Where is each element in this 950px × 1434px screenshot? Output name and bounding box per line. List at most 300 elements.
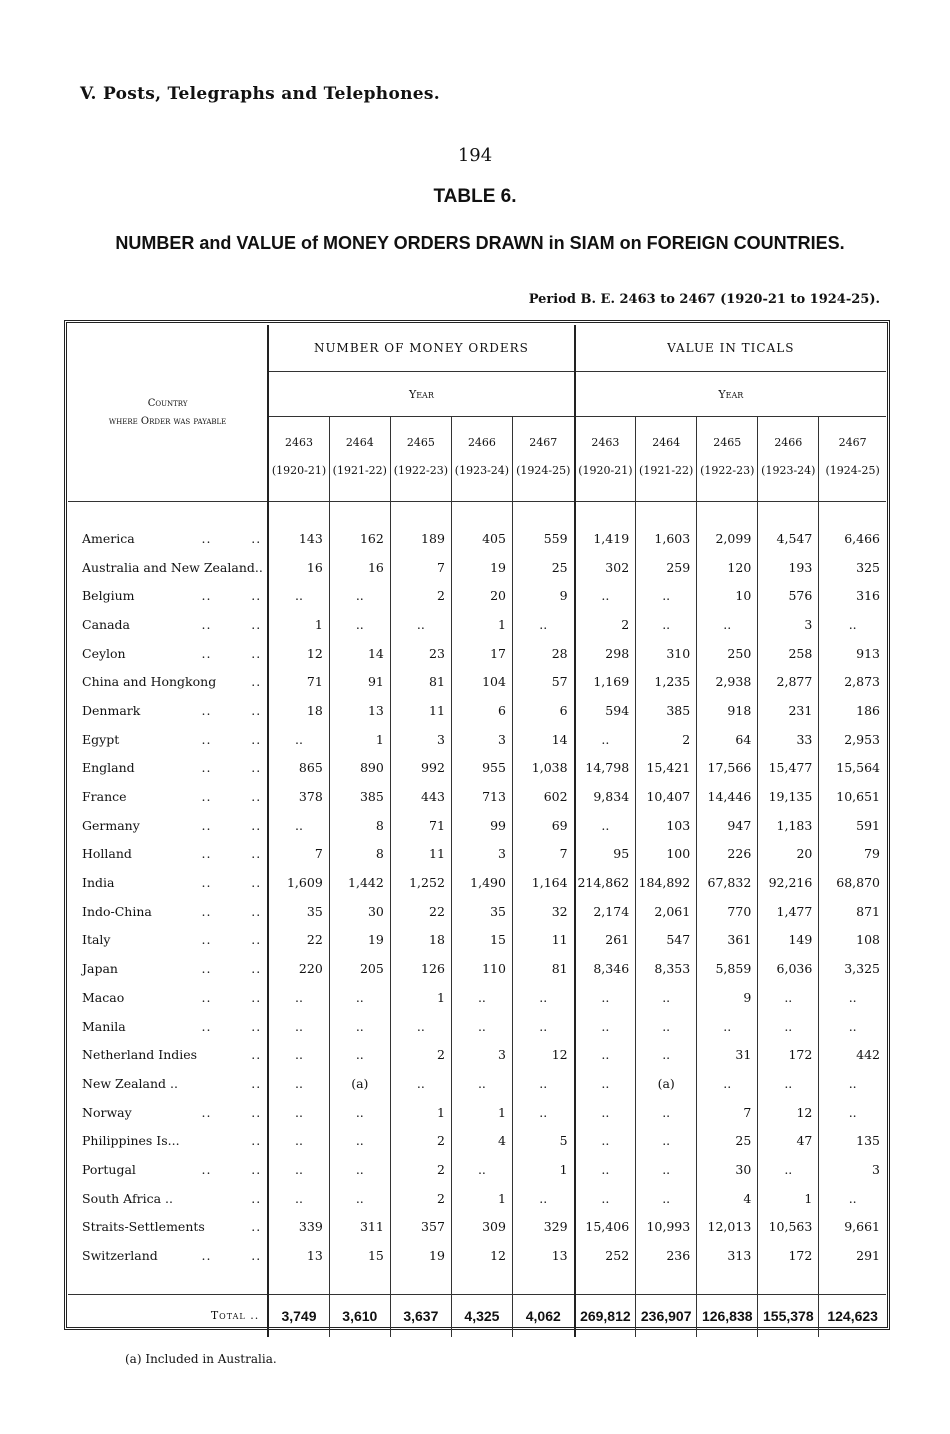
- number-year-column-header: [268, 417, 329, 502]
- number-cell: 309: [451, 1213, 512, 1242]
- number-cell: 2: [390, 1126, 451, 1155]
- number-cell: ..: [512, 1012, 574, 1041]
- leader-dots: .. ..: [201, 702, 262, 718]
- year-ad: (1923-24): [761, 464, 816, 477]
- value-cell: 361: [697, 926, 758, 955]
- country-name: [68, 524, 268, 553]
- total-row: [68, 1294, 886, 1337]
- number-cell: 378: [268, 782, 329, 811]
- total-number-cell: 4,325: [451, 1294, 512, 1337]
- number-year-column-header: [329, 417, 390, 502]
- year-ad: (1921-22): [639, 464, 694, 477]
- period-note: Period B. E. 2463 to 2467 (1920-21 to 1924-25).: [528, 292, 880, 307]
- leader-dots: .. ..: [201, 875, 262, 891]
- value-cell: 2: [575, 610, 636, 639]
- spacer-cell: [329, 1270, 390, 1295]
- total-value-cell: 269,812: [575, 1294, 636, 1337]
- table-row: [68, 1012, 886, 1041]
- value-cell: 594: [575, 696, 636, 725]
- value-cell: 47: [758, 1126, 819, 1155]
- value-cell: 385: [636, 696, 697, 725]
- table-row: [68, 1040, 886, 1069]
- country-name: [68, 1012, 268, 1041]
- year-ad: (1920-21): [578, 464, 633, 477]
- number-cell: ..: [329, 610, 390, 639]
- number-cell: ..: [329, 1155, 390, 1184]
- number-cell: 23: [390, 639, 451, 668]
- value-cell: 8,353: [636, 954, 697, 983]
- number-cell: 385: [329, 782, 390, 811]
- number-cell: 6: [451, 696, 512, 725]
- number-cell: ..: [512, 983, 574, 1012]
- table-row: [68, 581, 886, 610]
- number-cell: 69: [512, 811, 574, 840]
- value-cell: 2,938: [697, 667, 758, 696]
- number-cell: 205: [329, 954, 390, 983]
- number-cell: ..: [268, 1184, 329, 1213]
- country-name: [68, 1069, 268, 1098]
- value-cell: 20: [758, 840, 819, 869]
- value-cell: 302: [575, 553, 636, 582]
- number-cell: 30: [329, 897, 390, 926]
- value-cell: 25: [697, 1126, 758, 1155]
- number-cell: ..: [512, 1098, 574, 1127]
- number-cell: ..: [268, 1126, 329, 1155]
- spacer-cell: [636, 1270, 697, 1295]
- value-cell: ..: [636, 1155, 697, 1184]
- number-cell: 1: [451, 1184, 512, 1213]
- value-cell: 261: [575, 926, 636, 955]
- year-be: 2463: [285, 436, 313, 449]
- value-cell: ..: [575, 1098, 636, 1127]
- number-cell: 13: [268, 1241, 329, 1270]
- number-cell: 8: [329, 811, 390, 840]
- country-name: [68, 897, 268, 926]
- value-cell: 10,563: [758, 1213, 819, 1242]
- value-cell: ..: [636, 581, 697, 610]
- spacer-cell: [819, 502, 886, 525]
- number-cell: 57: [512, 667, 574, 696]
- number-cell: 3: [451, 840, 512, 869]
- number-cell: ..: [451, 983, 512, 1012]
- country-name: [68, 1155, 268, 1184]
- value-group-header: VALUE IN TICALS: [575, 325, 886, 372]
- country-label: Switzerland: [82, 1248, 158, 1264]
- value-cell: 231: [758, 696, 819, 725]
- value-cell: ..: [819, 1098, 886, 1127]
- value-cell: ..: [758, 1012, 819, 1041]
- spacer-cell: [268, 502, 329, 525]
- table-row: [68, 1155, 886, 1184]
- country-label: Egypt: [82, 731, 120, 747]
- year-ad: (1920-21): [271, 464, 327, 477]
- value-cell: ..: [575, 1012, 636, 1041]
- value-cell: ..: [575, 581, 636, 610]
- value-cell: ..: [819, 1069, 886, 1098]
- value-cell: 120: [697, 553, 758, 582]
- value-cell: 193: [758, 553, 819, 582]
- total-number-cell: 3,637: [390, 1294, 451, 1337]
- country-label: America: [82, 530, 135, 546]
- number-cell: 1: [451, 1098, 512, 1127]
- value-cell: 576: [758, 581, 819, 610]
- number-cell: 1,442: [329, 868, 390, 897]
- country-name: [68, 782, 268, 811]
- number-cell: 9: [512, 581, 574, 610]
- year-ad: (1924-25): [825, 464, 880, 477]
- number-cell: ..: [329, 581, 390, 610]
- value-cell: 172: [758, 1241, 819, 1270]
- value-cell: 947: [697, 811, 758, 840]
- number-cell: 11: [390, 840, 451, 869]
- number-cell: 18: [390, 926, 451, 955]
- country-name: [68, 868, 268, 897]
- country-name: [68, 811, 268, 840]
- leader-dots: .. ..: [201, 961, 262, 977]
- value-cell: 310: [636, 639, 697, 668]
- value-cell: ..: [819, 1184, 886, 1213]
- table-row: [68, 667, 886, 696]
- value-cell: 10,993: [636, 1213, 697, 1242]
- value-cell: 12: [758, 1098, 819, 1127]
- table-row: [68, 1126, 886, 1155]
- spacer-cell: [697, 1270, 758, 1295]
- number-cell: 357: [390, 1213, 451, 1242]
- value-cell: 591: [819, 811, 886, 840]
- number-cell: ..: [329, 1012, 390, 1041]
- spacer-cell: [390, 502, 451, 525]
- number-cell: ..: [268, 1012, 329, 1041]
- value-cell: 15,406: [575, 1213, 636, 1242]
- number-cell: 7: [268, 840, 329, 869]
- leader-dots: .. ..: [201, 645, 262, 661]
- value-cell: 2,174: [575, 897, 636, 926]
- year-be: 2465: [713, 436, 742, 449]
- table-row: [68, 696, 886, 725]
- value-cell: ..: [758, 1069, 819, 1098]
- value-cell: 2,099: [697, 524, 758, 553]
- value-cell: 103: [636, 811, 697, 840]
- value-cell: ..: [575, 1069, 636, 1098]
- table-row: [68, 897, 886, 926]
- leader-dots: .. ..: [201, 1018, 262, 1034]
- country-name: [68, 926, 268, 955]
- value-cell: 214,862: [575, 868, 636, 897]
- year-be: 2467: [838, 436, 867, 449]
- table-row: [68, 1241, 886, 1270]
- total-number-cell: 3,749: [268, 1294, 329, 1337]
- total-value-cell: 236,907: [636, 1294, 697, 1337]
- spacer-cell: [390, 1270, 451, 1295]
- value-cell: ..: [575, 725, 636, 754]
- value-cell: (a): [636, 1069, 697, 1098]
- total-number-cell: 4,062: [512, 1294, 574, 1337]
- number-cell: 5: [512, 1126, 574, 1155]
- number-cell: 16: [268, 553, 329, 582]
- value-cell: ..: [636, 983, 697, 1012]
- country-name: [68, 1098, 268, 1127]
- value-cell: 9,661: [819, 1213, 886, 1242]
- year-be: 2466: [774, 436, 803, 449]
- country-name: [68, 581, 268, 610]
- spacer-cell: [575, 1270, 636, 1295]
- table-row: [68, 1098, 886, 1127]
- value-cell: 17,566: [697, 754, 758, 783]
- value-cell: 149: [758, 926, 819, 955]
- value-cell: 1,183: [758, 811, 819, 840]
- number-cell: 189: [390, 524, 451, 553]
- country-name: [68, 1126, 268, 1155]
- value-cell: 2,061: [636, 897, 697, 926]
- value-cell: 15,564: [819, 754, 886, 783]
- number-cell: 559: [512, 524, 574, 553]
- value-cell: 2,877: [758, 667, 819, 696]
- leader-dots: .. ..: [201, 903, 262, 919]
- number-cell: 405: [451, 524, 512, 553]
- number-cell: ..: [329, 1040, 390, 1069]
- number-cell: 443: [390, 782, 451, 811]
- value-cell: 108: [819, 926, 886, 955]
- value-cell: 325: [819, 553, 886, 582]
- number-year-column-header: [451, 417, 512, 502]
- table-row: [68, 553, 886, 582]
- table-row: [68, 782, 886, 811]
- number-cell: 19: [451, 553, 512, 582]
- country-name: [68, 754, 268, 783]
- value-cell: 9: [697, 983, 758, 1012]
- number-cell: ..: [268, 1069, 329, 1098]
- value-cell: 95: [575, 840, 636, 869]
- country-name: [68, 1184, 268, 1213]
- number-cell: ..: [390, 1069, 451, 1098]
- year-be: 2464: [652, 436, 681, 449]
- number-cell: ..: [329, 983, 390, 1012]
- number-cell: 7: [512, 840, 574, 869]
- value-cell: ..: [697, 1012, 758, 1041]
- number-cell: 22: [390, 897, 451, 926]
- year-be: 2466: [467, 436, 496, 449]
- country-header-line2: where Order was payable: [108, 416, 227, 427]
- value-year-column-header: [758, 417, 819, 502]
- spacer-cell: [268, 1270, 329, 1295]
- number-cell: 955: [451, 754, 512, 783]
- number-cell: 602: [512, 782, 574, 811]
- number-cell: 1,252: [390, 868, 451, 897]
- value-cell: 92,216: [758, 868, 819, 897]
- value-cell: ..: [575, 811, 636, 840]
- table-row: [68, 1213, 886, 1242]
- value-cell: ..: [636, 1040, 697, 1069]
- country-label: Holland: [82, 846, 132, 862]
- number-cell: 110: [451, 954, 512, 983]
- country-name: [68, 639, 268, 668]
- table-row: [68, 1184, 886, 1213]
- value-cell: 19,135: [758, 782, 819, 811]
- value-cell: 2,953: [819, 725, 886, 754]
- value-cell: 252: [575, 1241, 636, 1270]
- value-cell: 33: [758, 725, 819, 754]
- country-label: New Zealand ..: [82, 1075, 178, 1091]
- value-cell: 5,859: [697, 954, 758, 983]
- table-row: [68, 639, 886, 668]
- number-cell: ..: [268, 1040, 329, 1069]
- number-cell: ..: [268, 1098, 329, 1127]
- country-label: Germany: [82, 817, 140, 833]
- number-cell: 18: [268, 696, 329, 725]
- number-cell: 81: [512, 954, 574, 983]
- number-cell: 2: [390, 1155, 451, 1184]
- value-cell: 12,013: [697, 1213, 758, 1242]
- value-cell: ..: [819, 610, 886, 639]
- number-cell: 143: [268, 524, 329, 553]
- leader-dots: ..: [251, 674, 262, 690]
- value-cell: 770: [697, 897, 758, 926]
- country-label: Ceylon: [82, 645, 126, 661]
- number-cell: 1,490: [451, 868, 512, 897]
- number-cell: ..: [329, 1098, 390, 1127]
- number-cell: 1: [512, 1155, 574, 1184]
- spacer-cell: [451, 1270, 512, 1295]
- number-cell: 35: [268, 897, 329, 926]
- total-value-cell: 126,838: [697, 1294, 758, 1337]
- number-cell: 220: [268, 954, 329, 983]
- value-year-header: Year: [575, 372, 886, 417]
- value-cell: ..: [636, 1126, 697, 1155]
- spacer-cell: [512, 1270, 574, 1295]
- total-value-cell: 155,378: [758, 1294, 819, 1337]
- table-row: [68, 926, 886, 955]
- number-cell: 91: [329, 667, 390, 696]
- number-cell: 15: [329, 1241, 390, 1270]
- value-cell: 291: [819, 1241, 886, 1270]
- country-name: [68, 725, 268, 754]
- country-label: Portugal: [82, 1161, 136, 1177]
- value-cell: 259: [636, 553, 697, 582]
- table-row: [68, 1069, 886, 1098]
- value-cell: 3: [758, 610, 819, 639]
- footer-spacer-row: [68, 1270, 886, 1295]
- value-cell: 226: [697, 840, 758, 869]
- value-cell: 1,169: [575, 667, 636, 696]
- value-cell: 2,873: [819, 667, 886, 696]
- country-label: France: [82, 789, 127, 805]
- value-cell: ..: [575, 1155, 636, 1184]
- table-heading: NUMBER and VALUE of MONEY ORDERS DRAWN in SIAM on FOREIGN COUNTRIES.: [115, 233, 845, 253]
- number-cell: 13: [512, 1241, 574, 1270]
- number-cell: 4: [451, 1126, 512, 1155]
- country-label: Australia and New Zealand..: [82, 559, 263, 575]
- number-cell: ..: [268, 725, 329, 754]
- total-number-cell: 3,610: [329, 1294, 390, 1337]
- leader-dots: ..: [251, 1219, 262, 1235]
- leader-dots: .. ..: [201, 616, 262, 632]
- year-ad: (1921-22): [332, 464, 387, 477]
- country-header-line1: Country: [147, 398, 188, 409]
- number-year-column-header: [512, 417, 574, 502]
- number-cell: 8: [329, 840, 390, 869]
- number-cell: ..: [268, 1155, 329, 1184]
- value-cell: ..: [636, 610, 697, 639]
- value-cell: 14,446: [697, 782, 758, 811]
- number-cell: 339: [268, 1213, 329, 1242]
- year-be: 2463: [591, 436, 620, 449]
- table-row: [68, 868, 886, 897]
- value-cell: 14,798: [575, 754, 636, 783]
- number-cell: ..: [451, 1012, 512, 1041]
- number-group-header: NUMBER OF MONEY ORDERS: [268, 325, 574, 372]
- number-cell: 19: [390, 1241, 451, 1270]
- country-label: Norway: [82, 1104, 132, 1120]
- number-cell: 6: [512, 696, 574, 725]
- number-cell: ..: [451, 1069, 512, 1098]
- number-cell: 12: [451, 1241, 512, 1270]
- number-cell: 7: [390, 553, 451, 582]
- value-cell: 64: [697, 725, 758, 754]
- header-spacer-row: [68, 502, 886, 525]
- leader-dots: .. ..: [201, 989, 262, 1005]
- leader-dots: .. ..: [201, 530, 262, 546]
- country-label: Manila: [82, 1018, 126, 1034]
- country-name: [68, 696, 268, 725]
- value-cell: 15,477: [758, 754, 819, 783]
- year-be: 2464: [345, 436, 374, 449]
- leader-dots: .. ..: [201, 1161, 262, 1177]
- country-header: [68, 325, 268, 502]
- country-label: India: [82, 875, 115, 891]
- number-cell: 992: [390, 754, 451, 783]
- value-cell: 67,832: [697, 868, 758, 897]
- value-cell: 3,325: [819, 954, 886, 983]
- number-cell: 1: [451, 610, 512, 639]
- spacer-cell: [758, 502, 819, 525]
- value-cell: 1,419: [575, 524, 636, 553]
- country-label: Japan: [82, 961, 118, 977]
- value-cell: ..: [575, 983, 636, 1012]
- table-row: [68, 840, 886, 869]
- value-cell: 8,346: [575, 954, 636, 983]
- value-cell: 68,870: [819, 868, 886, 897]
- country-label: Canada: [82, 616, 130, 632]
- number-cell: ..: [329, 1126, 390, 1155]
- value-cell: 10: [697, 581, 758, 610]
- value-cell: 100: [636, 840, 697, 869]
- spacer-cell: [758, 1270, 819, 1295]
- spacer-cell: [68, 1270, 268, 1295]
- country-name: [68, 610, 268, 639]
- number-cell: 890: [329, 754, 390, 783]
- table-row: [68, 725, 886, 754]
- leader-dots: .. ..: [201, 846, 262, 862]
- country-name: [68, 667, 268, 696]
- total-value-cell: 124,623: [819, 1294, 886, 1337]
- number-cell: 17: [451, 639, 512, 668]
- leader-dots: .. ..: [201, 760, 262, 776]
- number-cell: 71: [390, 811, 451, 840]
- value-cell: ..: [575, 1040, 636, 1069]
- number-cell: ..: [268, 581, 329, 610]
- table-row: [68, 524, 886, 553]
- table-row: [68, 954, 886, 983]
- value-cell: ..: [819, 1012, 886, 1041]
- value-cell: 2: [636, 725, 697, 754]
- total-label: Total ..: [210, 1309, 260, 1323]
- number-cell: ..: [512, 610, 574, 639]
- country-label: England: [82, 760, 135, 776]
- spacer-cell: [68, 502, 268, 525]
- value-cell: 6,036: [758, 954, 819, 983]
- value-cell: 918: [697, 696, 758, 725]
- value-cell: 31: [697, 1040, 758, 1069]
